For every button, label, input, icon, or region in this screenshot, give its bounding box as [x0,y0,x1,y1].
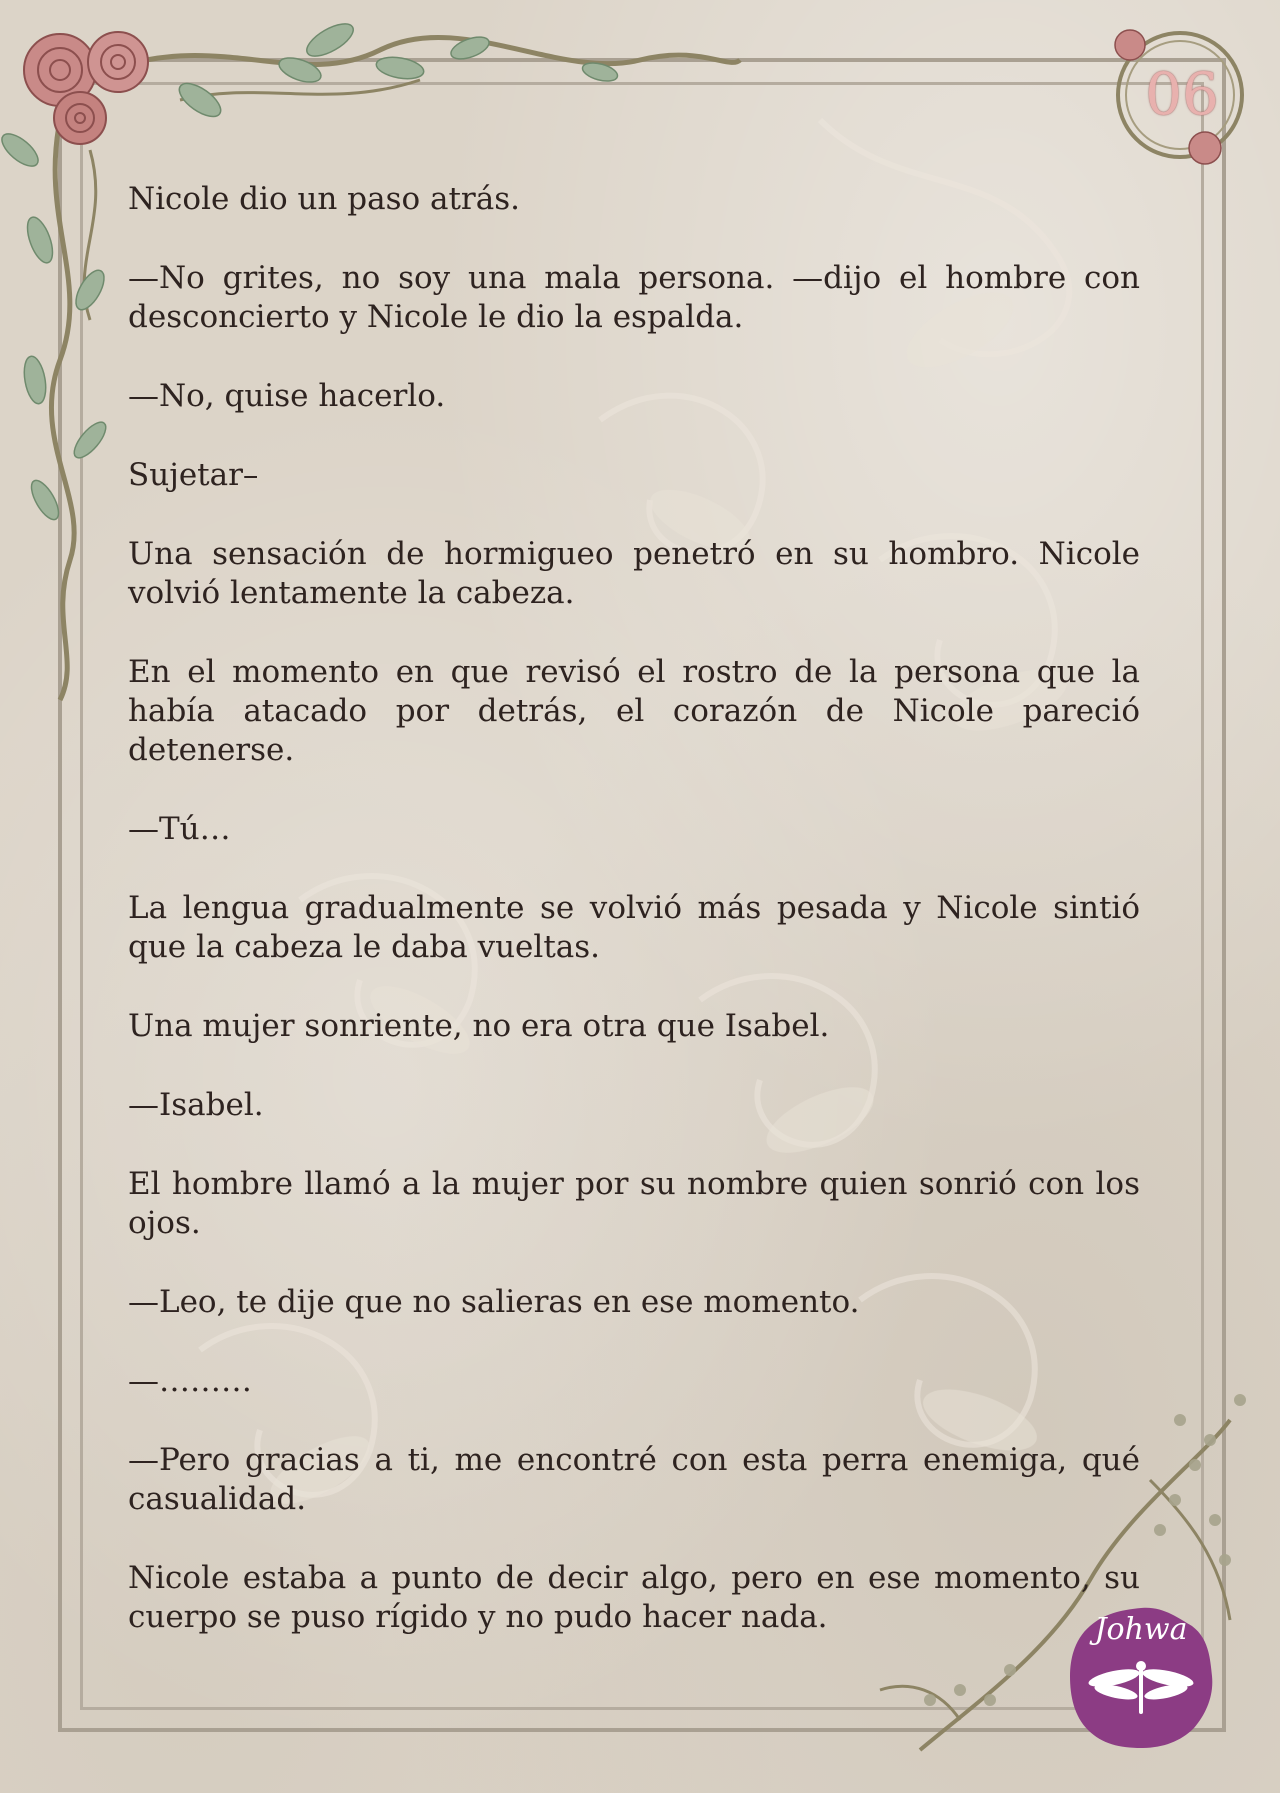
paragraph: La lengua gradualmente se volvió más pesada y Nicole sintió que la cabeza le daba vueltas. [128,890,1140,965]
paragraph: Nicole dio un paso atrás. [128,181,520,217]
paragraph: —Leo, te dije que no salieras en ese momento. [128,1284,860,1320]
paragraph: —Pero gracias a ti, me encontré con esta perra enemiga, qué casualidad. [128,1442,1140,1517]
paragraph: En el momento en que revisó el rostro de la persona que la había atacado por detrás, el corazón de Nicole pareció detenerse. [128,654,1140,768]
brand-name: Johwa [1094,1612,1188,1647]
paragraph: —No grites, no soy una mala persona. —dijo el hombre con desconcierto y Nicole le dio la espalda. [128,260,1140,335]
paragraph: —Tú… [128,811,231,847]
paragraph: Sujetar– [128,457,259,493]
paragraph: —……… [128,1363,252,1399]
paragraph: —No, quise hacerlo. [128,378,446,414]
story-text [128,180,1140,1677]
page-number: 06 [1145,60,1219,128]
paragraph: —Isabel. [128,1087,264,1123]
paragraph: Una mujer sonriente, no era otra que Isabel. [128,1008,830,1044]
paragraph: El hombre llamó a la mujer por su nombre quien sonrió con los ojos. [128,1166,1140,1241]
paragraph: Nicole estaba a punto de decir algo, pero en ese momento, su cuerpo se puso rígido y no pudo hacer nada. [128,1560,1140,1635]
paragraph: Una sensación de hormigueo penetró en su hombro. Nicole volvió lentamente la cabeza. [128,536,1140,611]
